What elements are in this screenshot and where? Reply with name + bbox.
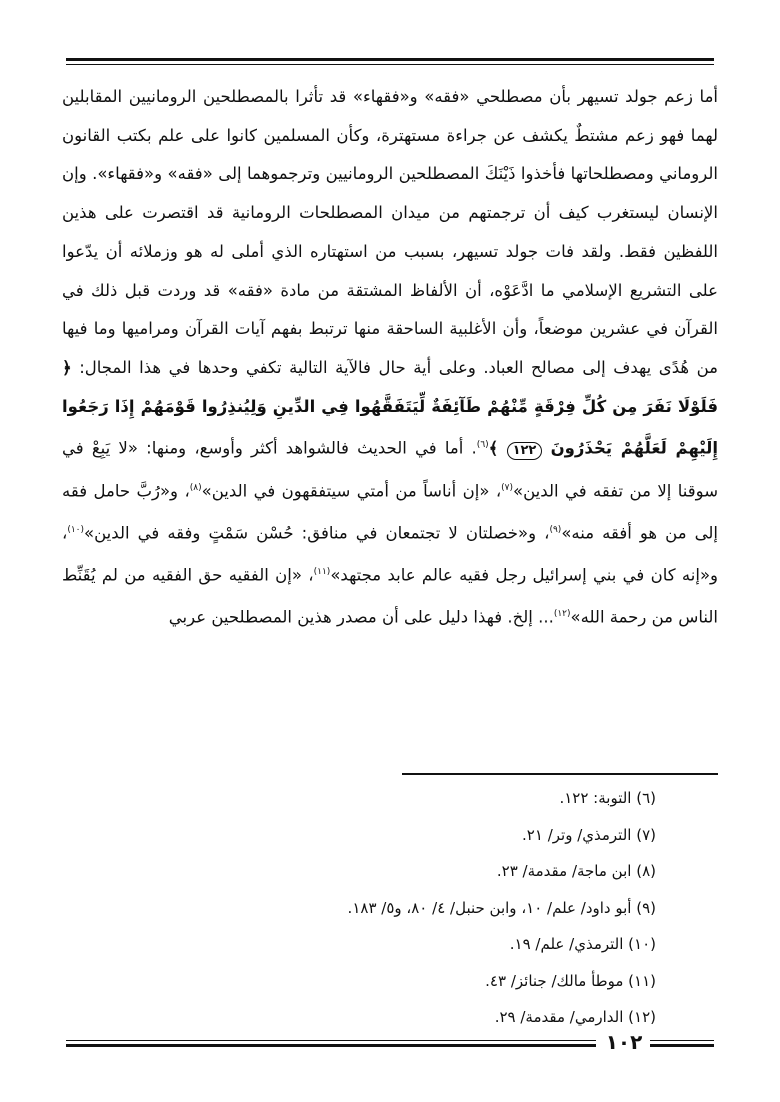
footnote-item: (١١) موطأ مالك/ جنائز/ ٤٣. [485, 971, 656, 990]
bottom-rule-thin-right [650, 1040, 714, 1041]
bottom-rule-thin [66, 1040, 596, 1041]
top-rule-thick [66, 58, 714, 61]
footnote-item: (٦) التوبة: ١٢٢. [559, 789, 656, 807]
footnote-item: (٨) ابن ماجة/ مقدمة/ ٢٣. [496, 862, 656, 880]
paragraph-text: ، «إن أناساً من أمتي سيتفقهون في الدين» [201, 481, 502, 501]
paragraph-text: ، «إن الفقيه حق الفقيه من لم يُقَنِّط الناس من رحمة الله» [62, 565, 718, 627]
paragraph-text: أما زعم جولد تسيهر بأن مصطلحي «فقه» و«فقهاء» قد تأثرا بالمصطلحين الرومانيين المقابلين لهما فهو زعم مشتطٌ يكشف عن جراءة مستهترة، وكأن المسلمين كانوا على علم بكتب القانون الروماني ومصطلحاتها فأخذوا ذَيْنَكَ المصطلحين الرومانيين وترجموهما إلى «فقه» و«فقهاء». وإن الإنسان ليستغرب كيف أن ترجمتهم من ميدان المصطلحات الرومانية قد اقتصرت على هذين اللفظين فقط. ولقد فات جولد تسيهر، بسبب من استهتاره الذي أملى له هو وزملائه أن يدّعوا على التشريع الإسلامي ما ادَّعَوْه، أن الألفاظ المشتقة من مادة «فقه» قد وردت قبل ذلك في القرآن في عشرين موضعاً، وأن الأغلبية الساحقة منها ترتبط بفهم آيات القرآن ومراميها وما فيها من هُدًى يهدف إلى مصالح العباد. وعلى أية حال فالآية التالية تكفي وحدها في هذا المجال: [62, 87, 718, 377]
footnote-item: (٧) الترمذي/ وتر/ ٢١. [522, 825, 656, 844]
footnote-ref: (١٠) [67, 524, 85, 535]
footnote-ref: (٩) [549, 524, 562, 535]
footnote-item: (١٠) الترمذي/ علم/ ١٩. [509, 935, 656, 953]
footnote-ref: (٦) [476, 440, 489, 451]
main-text [62, 78, 718, 637]
footnote-ref: (٨) [189, 482, 202, 493]
bottom-rule-thick [66, 1044, 596, 1047]
footnote-ref: (١١) [313, 566, 331, 577]
quran-open-bracket: ﴿ [62, 357, 72, 377]
paragraph [62, 78, 718, 637]
page-number: ١٠٢ [605, 1030, 643, 1054]
footnote-divider [402, 773, 718, 775]
paragraph-text: ، و«خصلتان لا تجتمعان في منافق: حُسْن سَمْتٍ وفقه في الدين» [84, 523, 550, 543]
footnote-item: (٩) أبو داود/ علم/ ١٠، وابن حنبل/ ٤/ ٨٠، و٥/ ١٨٣. [347, 898, 656, 917]
bottom-rule-thick-right [650, 1044, 714, 1047]
footnote-item: (١٢) الدارمي/ مقدمة/ ٢٩. [494, 1008, 656, 1026]
footnotes [62, 780, 656, 1036]
footnote-ref: (٧) [501, 482, 514, 493]
quran-close-bracket: ﴾ [488, 438, 499, 458]
quran-verse: فَلَوْلَا نَفَرَ مِن كُلِّ فِرْقَةٍ مِّنْهُمْ طَآئِفَةٌ لِّيَتَفَقَّهُوا فِي الدِّينِ وَلِيُنذِرُوا قَوْمَهُمْ إِذَا رَجَعُوا إِلَيْهِمْ لَعَلَّهُمْ يَحْذَرُونَ [62, 396, 718, 458]
ayah-number: ١٢٢ [507, 442, 543, 460]
paragraph-text: ، و«رُبَّ حامل فقه إلى من هو أفقه منه» [62, 481, 719, 543]
paragraph-text: . أما في الحديث فالشواهد أكثر وأوسع، ومنها: «لا يَبِعْ في سوقنا إلا من تفقه في الدين» [62, 438, 719, 501]
top-rule-thin [66, 64, 714, 65]
paragraph-text: ... إلخ. فهذا دليل على أن مصدر هذين المصطلحين عربي [168, 607, 554, 627]
paragraph-text: ، و«إنه كان في بني إسرائيل رجل فقيه عالم عابد مجتهد» [62, 523, 719, 585]
footnote-ref: (١٢) [553, 609, 571, 620]
